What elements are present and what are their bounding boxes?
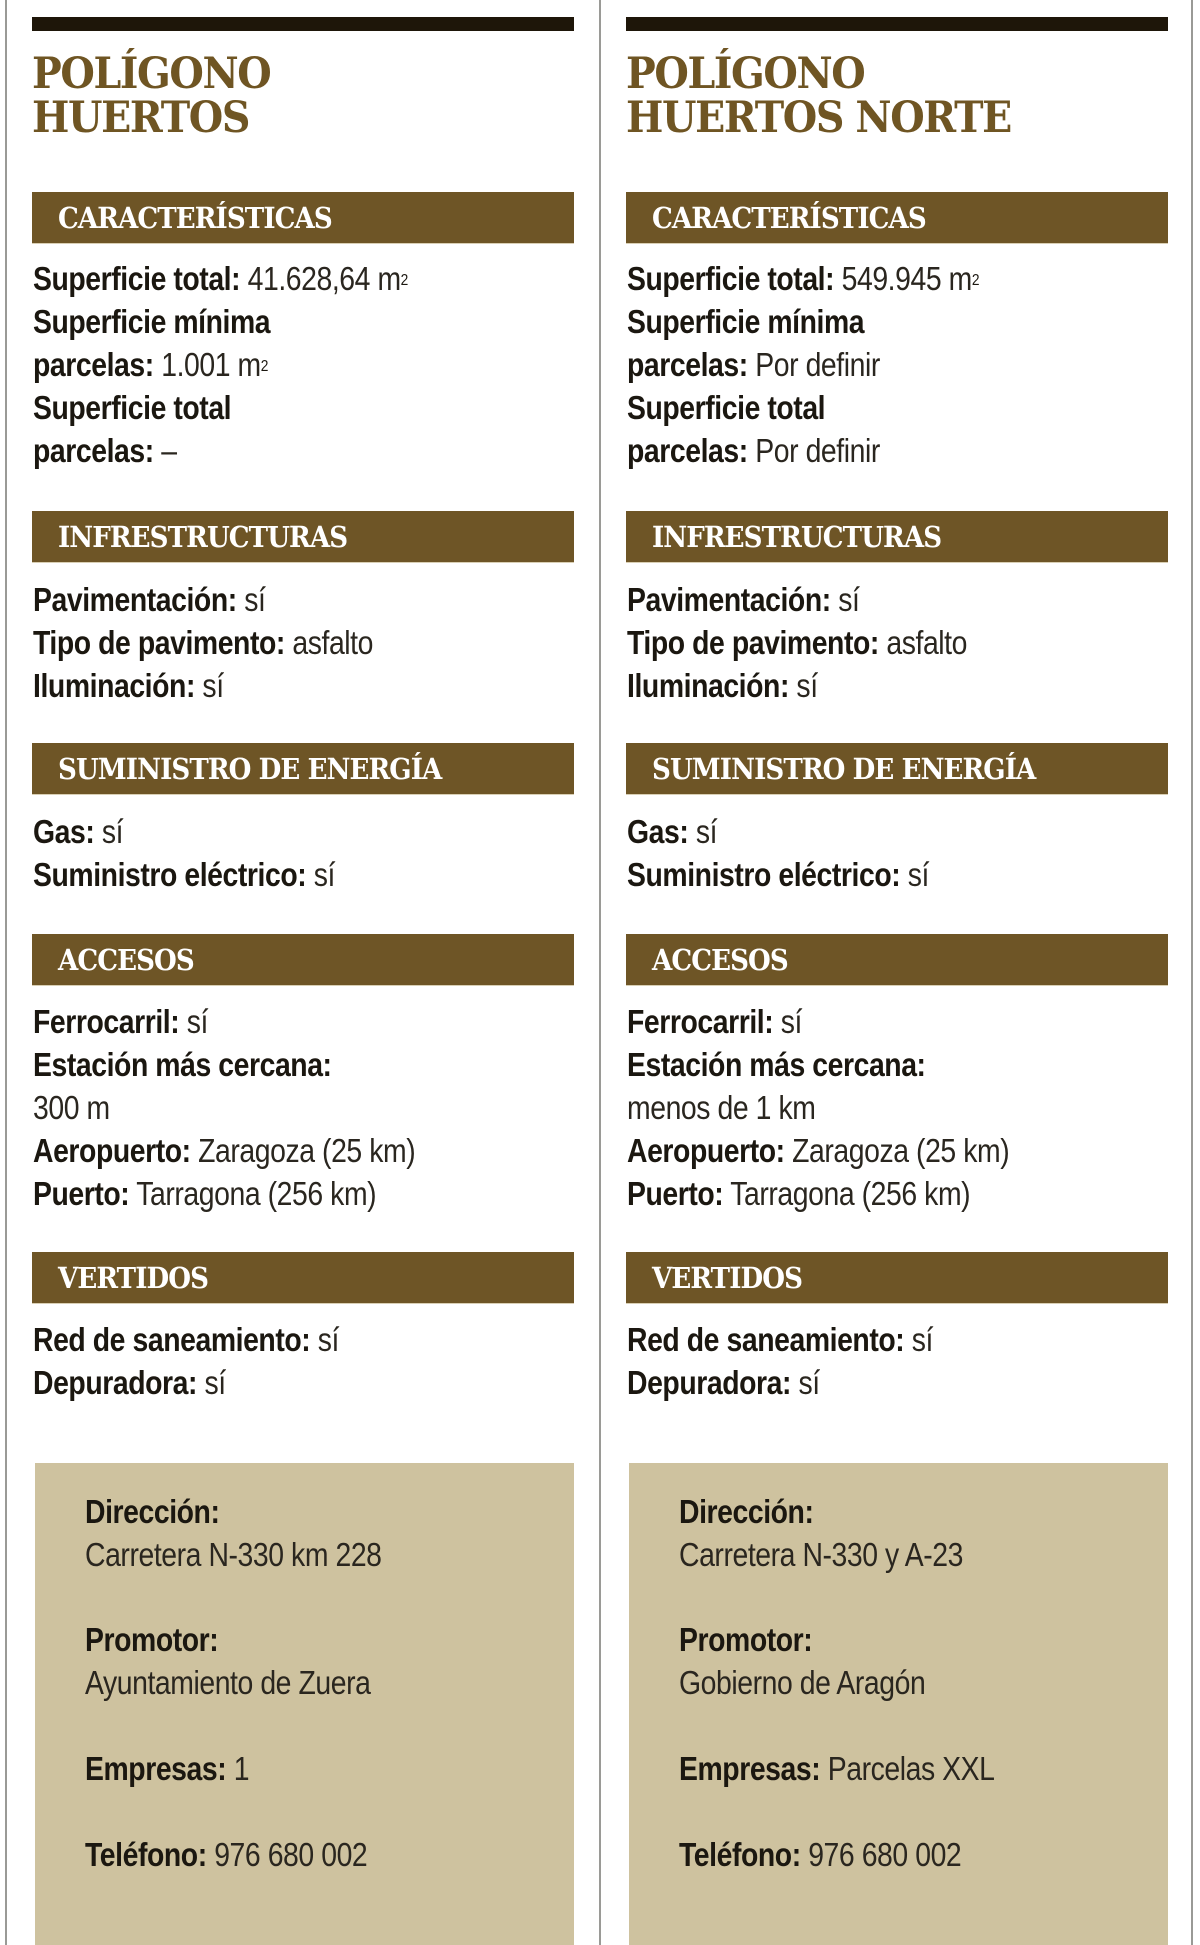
row-superficie-minima-label xyxy=(33,300,270,343)
field-label: Pavimentación: xyxy=(33,581,237,618)
row-superficie-total xyxy=(627,257,979,300)
row-superficie-total-parcelas-value xyxy=(627,429,880,472)
field-label: parcelas: xyxy=(33,346,154,383)
section-header-accesos xyxy=(626,934,1168,985)
top-rule-bar xyxy=(32,17,574,31)
field-label: Aeropuerto: xyxy=(33,1132,191,1169)
title-line-1: POLÍGONO xyxy=(626,49,865,99)
row-promotor-value xyxy=(679,1661,925,1704)
field-label: Red de saneamiento: xyxy=(627,1321,905,1358)
field-label: parcelas: xyxy=(627,346,748,383)
field-label: Empresas: xyxy=(679,1750,821,1787)
row-estacion-value xyxy=(627,1086,815,1129)
unit-superscript: 2 xyxy=(400,272,408,289)
section-heading: VERTIDOS xyxy=(58,1261,209,1295)
section-heading: INFRESTRUCTURAS xyxy=(58,520,348,554)
row-pavimentacion xyxy=(33,578,265,621)
row-gas xyxy=(33,810,123,853)
field-label: Iluminación: xyxy=(33,667,195,704)
row-puerto xyxy=(33,1172,376,1215)
row-suministro-electrico xyxy=(33,853,335,896)
section-heading: ACCESOS xyxy=(652,943,788,977)
row-superficie-minima-value xyxy=(627,343,880,386)
field-label: Iluminación: xyxy=(627,667,789,704)
section-header-accesos xyxy=(32,934,574,985)
field-label: Depuradora: xyxy=(33,1364,198,1401)
row-superficie-total-parcelas-value xyxy=(33,429,177,472)
row-direccion-value xyxy=(85,1533,382,1576)
polygon-card-huertos xyxy=(32,0,574,1945)
field-label: Superficie mínima xyxy=(627,303,865,340)
field-value: 1 xyxy=(233,1750,250,1787)
row-ferrocarril xyxy=(627,1000,802,1043)
row-superficie-total xyxy=(33,257,408,300)
field-label: Aeropuerto: xyxy=(627,1132,785,1169)
top-rule-bar xyxy=(626,17,1168,31)
field-value: asfalto xyxy=(886,624,967,661)
field-value: Carretera N-330 y A-23 xyxy=(679,1536,963,1573)
field-value: Ayuntamiento de Zuera xyxy=(85,1664,371,1701)
field-label: Dirección: xyxy=(85,1493,220,1530)
row-tipo-pavimento xyxy=(627,621,967,664)
field-label: Estación más cercana: xyxy=(33,1046,332,1083)
field-value: sí xyxy=(186,1003,208,1040)
row-gas xyxy=(627,810,717,853)
row-suministro-electrico xyxy=(627,853,929,896)
row-iluminacion xyxy=(627,664,818,707)
field-label: Ferrocarril: xyxy=(33,1003,180,1040)
row-puerto xyxy=(627,1172,970,1215)
field-value: 41.628,64 m xyxy=(247,260,401,297)
field-label: Tipo de pavimento: xyxy=(627,624,879,661)
field-value: sí xyxy=(780,1003,802,1040)
row-depuradora xyxy=(627,1361,820,1404)
row-empresas xyxy=(679,1747,995,1790)
field-value: Tarragona (256 km) xyxy=(136,1175,377,1212)
field-value: Por definir xyxy=(755,432,880,469)
field-value: 1.001 m xyxy=(161,346,261,383)
contact-info-box xyxy=(629,1463,1168,1945)
center-divider-rule xyxy=(599,0,601,1945)
section-heading: SUMINISTRO DE ENERGÍA xyxy=(58,752,442,786)
field-value: sí xyxy=(204,1364,226,1401)
field-value: Carretera N-330 km 228 xyxy=(85,1536,382,1573)
field-value: Tarragona (256 km) xyxy=(730,1175,971,1212)
title-line-1: POLÍGONO xyxy=(32,49,271,99)
section-heading: VERTIDOS xyxy=(652,1261,803,1295)
row-saneamiento xyxy=(627,1318,933,1361)
field-value: – xyxy=(161,432,177,469)
field-label: Depuradora: xyxy=(627,1364,792,1401)
title-line-2: HUERTOS NORTE xyxy=(626,93,1011,143)
field-label: Puerto: xyxy=(627,1175,724,1212)
right-border-rule xyxy=(1191,0,1193,1945)
field-value: sí xyxy=(838,581,860,618)
field-value: sí xyxy=(313,856,335,893)
field-value: sí xyxy=(907,856,929,893)
section-heading: ACCESOS xyxy=(58,943,194,977)
row-ferrocarril xyxy=(33,1000,208,1043)
field-label: Suministro eléctrico: xyxy=(33,856,307,893)
row-superficie-total-parcelas-label xyxy=(33,386,231,429)
field-label: Gas: xyxy=(627,813,689,850)
field-value: sí xyxy=(244,581,266,618)
field-value: sí xyxy=(317,1321,339,1358)
polygon-card-huertos-norte xyxy=(626,0,1168,1945)
section-header-vertidos xyxy=(32,1252,574,1303)
field-label: Teléfono: xyxy=(679,1836,801,1873)
field-value: asfalto xyxy=(292,624,373,661)
field-label: Suministro eléctrico: xyxy=(627,856,901,893)
field-value: menos de 1 km xyxy=(627,1089,816,1126)
field-label: Superficie total xyxy=(627,389,826,426)
field-value: Zaragoza (25 km) xyxy=(792,1132,1010,1169)
row-estacion-label xyxy=(627,1043,926,1086)
field-label: Pavimentación: xyxy=(627,581,831,618)
field-label: Puerto: xyxy=(33,1175,130,1212)
field-value: Gobierno de Aragón xyxy=(679,1664,926,1701)
field-label: Promotor: xyxy=(85,1621,219,1658)
field-label: Promotor: xyxy=(679,1621,813,1658)
row-direccion-label xyxy=(679,1490,813,1533)
field-value: 549.945 m xyxy=(841,260,972,297)
section-header-infraestructuras xyxy=(626,511,1168,562)
section-header-energia xyxy=(626,743,1168,794)
row-superficie-minima-value xyxy=(33,343,268,386)
section-heading: SUMINISTRO DE ENERGÍA xyxy=(652,752,1036,786)
section-heading: CARACTERÍSTICAS xyxy=(652,201,926,235)
field-value: 976 680 002 xyxy=(214,1836,368,1873)
row-aeropuerto xyxy=(627,1129,1009,1172)
section-heading: INFRESTRUCTURAS xyxy=(652,520,942,554)
field-value: sí xyxy=(911,1321,933,1358)
row-tipo-pavimento xyxy=(33,621,373,664)
row-telefono xyxy=(679,1833,961,1876)
field-value: 976 680 002 xyxy=(808,1836,962,1873)
section-header-energia xyxy=(32,743,574,794)
row-promotor-label xyxy=(85,1618,218,1661)
section-header-vertidos xyxy=(626,1252,1168,1303)
row-empresas xyxy=(85,1747,249,1790)
row-aeropuerto xyxy=(33,1129,415,1172)
field-value: 300 m xyxy=(33,1089,110,1126)
section-heading: CARACTERÍSTICAS xyxy=(58,201,332,235)
section-header-caracteristicas xyxy=(626,192,1168,243)
row-promotor-label xyxy=(679,1618,812,1661)
field-value: sí xyxy=(798,1364,820,1401)
polygon-title xyxy=(626,49,1011,143)
field-label: Superficie mínima xyxy=(33,303,271,340)
unit-superscript: 2 xyxy=(260,358,269,375)
row-superficie-minima-label xyxy=(627,300,864,343)
field-label: Superficie total xyxy=(33,389,232,426)
row-estacion-label xyxy=(33,1043,332,1086)
field-label: Superficie total: xyxy=(627,260,835,297)
left-border-rule xyxy=(5,0,7,1945)
contact-info-box xyxy=(35,1463,574,1945)
row-saneamiento xyxy=(33,1318,339,1361)
field-label: Ferrocarril: xyxy=(627,1003,774,1040)
field-value: sí xyxy=(101,813,124,850)
row-estacion-value xyxy=(33,1086,110,1129)
field-label: Dirección: xyxy=(679,1493,814,1530)
field-value: sí xyxy=(695,813,718,850)
row-direccion-label xyxy=(85,1490,219,1533)
field-label: Gas: xyxy=(33,813,95,850)
field-value: Zaragoza (25 km) xyxy=(198,1132,416,1169)
row-telefono xyxy=(85,1833,367,1876)
field-value: Parcelas XXL xyxy=(827,1750,995,1787)
row-superficie-total-parcelas-label xyxy=(627,386,825,429)
field-label: parcelas: xyxy=(33,432,154,469)
field-label: Estación más cercana: xyxy=(627,1046,926,1083)
unit-superscript: 2 xyxy=(971,272,980,289)
row-depuradora xyxy=(33,1361,226,1404)
row-direccion-value xyxy=(679,1533,963,1576)
field-label: Teléfono: xyxy=(85,1836,207,1873)
field-label: Red de saneamiento: xyxy=(33,1321,311,1358)
field-label: parcelas: xyxy=(627,432,748,469)
section-header-infraestructuras xyxy=(32,511,574,562)
row-pavimentacion xyxy=(627,578,859,621)
field-label: Empresas: xyxy=(85,1750,227,1787)
field-value: sí xyxy=(202,667,224,704)
row-iluminacion xyxy=(33,664,224,707)
section-header-caracteristicas xyxy=(32,192,574,243)
field-label: Superficie total: xyxy=(33,260,241,297)
field-value: Por definir xyxy=(755,346,880,383)
polygon-title xyxy=(32,49,271,143)
title-line-2: HUERTOS xyxy=(32,93,250,143)
field-value: sí xyxy=(796,667,818,704)
row-promotor-value xyxy=(85,1661,370,1704)
field-label: Tipo de pavimento: xyxy=(33,624,285,661)
